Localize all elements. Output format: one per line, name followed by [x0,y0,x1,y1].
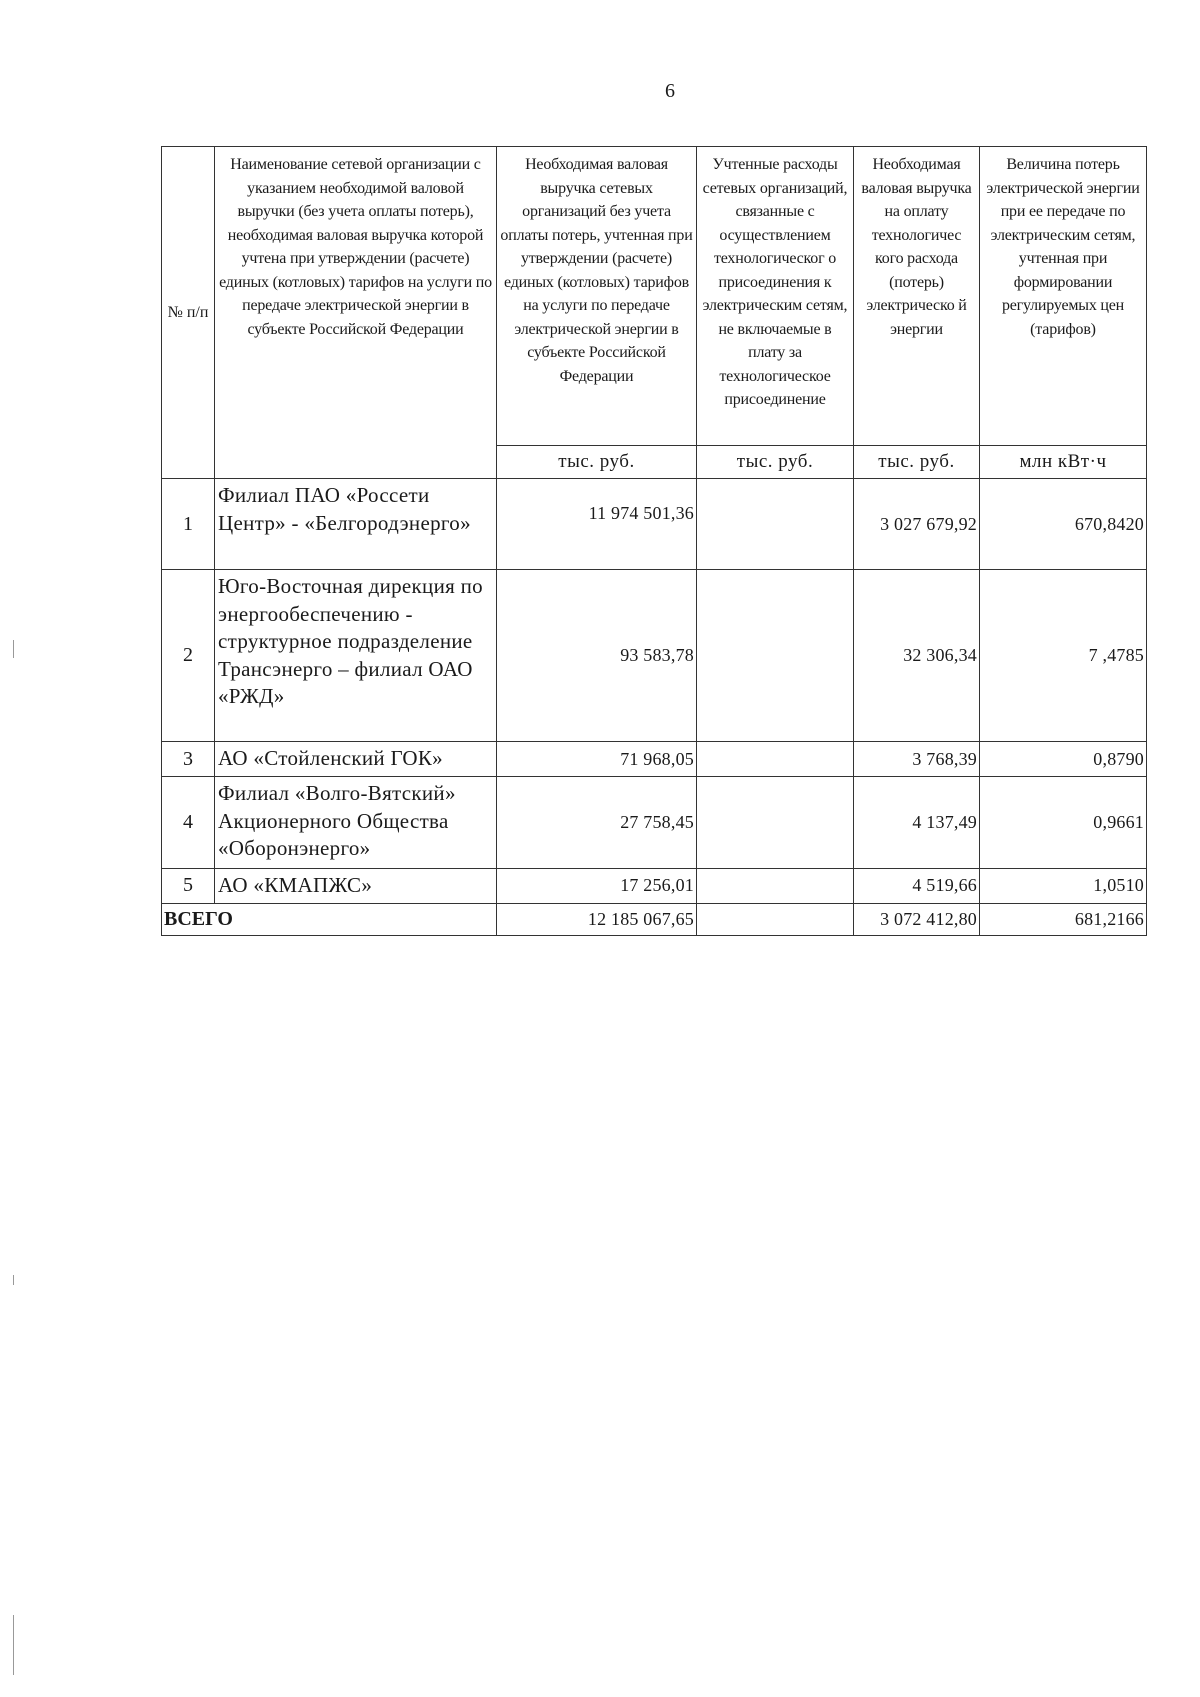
losses-volume-value: 670,8420 [980,479,1147,570]
expenses-value [697,869,854,904]
total-losses-volume-value: 681,2166 [980,903,1147,935]
expenses-value [697,742,854,777]
total-losses-payment-value: 3 072 412,80 [854,903,980,935]
row-number: 2 [162,570,215,742]
losses-payment-value: 32 306,34 [854,570,980,742]
losses-payment-value: 3 027 679,92 [854,479,980,570]
losses-volume-value: 0,8790 [980,742,1147,777]
scan-margin-mark [13,1275,14,1285]
table-row [162,570,1147,742]
unit-losses-volume: млн кВт·ч [980,446,1147,479]
header-nvv: Необходимая валовая выручка сетевых организаций без учета оплаты потерь, учтенная при утверждении (расчете) единых (котловых) тарифов на услуги по передаче электрической энергии в субъекте Российской Федерации [497,147,697,446]
nvv-value: 11 974 501,36 [497,479,697,570]
total-row [162,903,1147,935]
unit-losses-payment: тыс. руб. [854,446,980,479]
header-expenses: Учтенные расходы сетевых организаций, связанные с осуществлением технологическог о присоединения к электрическим сетям, не включаемые в плату за технологическое присоединение [697,147,854,446]
losses-payment-value: 4 519,66 [854,869,980,904]
header-losses-volume: Величина потерь электрической энергии при ее передаче по электрическим сетям, учтенная при формировании регулируемых цен (тарифов) [980,147,1147,446]
org-name: АО «КМАПЖС» [215,869,497,904]
nvv-value: 93 583,78 [497,570,697,742]
total-nvv-value: 12 185 067,65 [497,903,697,935]
losses-payment-value: 3 768,39 [854,742,980,777]
expenses-value [697,570,854,742]
header-no: № п/п [162,147,215,479]
scan-margin-mark [13,640,14,658]
table-row [162,869,1147,904]
unit-nvv: тыс. руб. [497,446,697,479]
nvv-value: 71 968,05 [497,742,697,777]
unit-expenses: тыс. руб. [697,446,854,479]
row-number: 4 [162,777,215,869]
scan-margin-mark [13,1615,14,1675]
org-name: Филиал «Волго-Вятский» Акционерного Общества «Оборонэнерго» [215,777,497,869]
tariff-table [161,146,1147,936]
total-label: ВСЕГО [162,903,497,935]
nvv-value: 27 758,45 [497,777,697,869]
losses-volume-value: 1,0510 [980,869,1147,904]
expenses-value [697,479,854,570]
losses-volume-value: 7 ,4785 [980,570,1147,742]
header-losses-payment: Необходимая валовая выручка на оплату технологичес кого расхода (потерь) электрическо й энергии [854,147,980,446]
row-number: 5 [162,869,215,904]
table-row [162,742,1147,777]
table-row [162,777,1147,869]
org-name: АО «Стойленский ГОК» [215,742,497,777]
header-row [162,147,1147,446]
total-expenses-value [697,903,854,935]
org-name: Юго-Восточная дирекция по энергообеспечению - структурное подразделение Трансэнерго – филиал ОАО «РЖД» [215,570,497,742]
losses-payment-value: 4 137,49 [854,777,980,869]
page-number: 6 [665,80,675,102]
header-name: Наименование сетевой организации с указанием необходимой валовой выручки (без учета оплаты потерь), необходимая валовая выручка которой учтена при утверждении (расчете) единых (котловых) тарифов на услуги по передаче электрической энергии в субъекте Российской Федерации [215,147,497,479]
row-number: 1 [162,479,215,570]
org-name: Филиал ПАО «Россети Центр» - «Белгородэнерго» [215,479,497,570]
table-row [162,479,1147,570]
row-number: 3 [162,742,215,777]
expenses-value [697,777,854,869]
losses-volume-value: 0,9661 [980,777,1147,869]
nvv-value: 17 256,01 [497,869,697,904]
